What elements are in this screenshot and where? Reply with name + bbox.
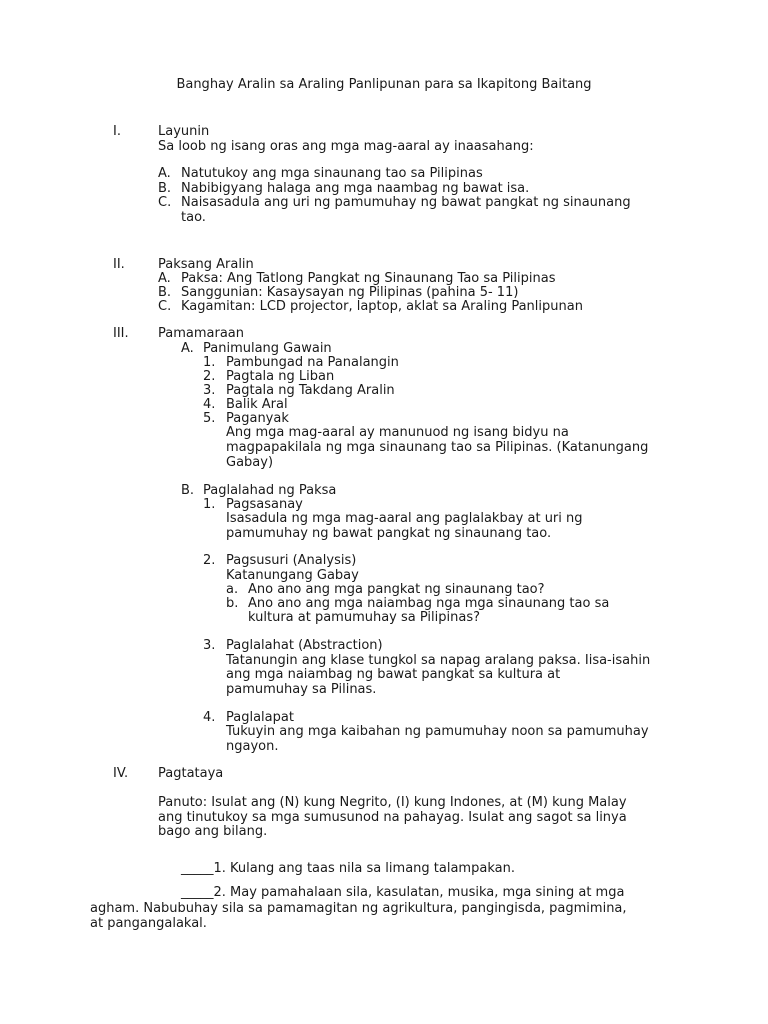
section-4-number: IV. (113, 766, 129, 781)
section-3-heading: Pamamaraan (158, 326, 244, 341)
paglalapat-title: Paglalapat (226, 710, 294, 725)
paglalahat-line-1: Tatanungin ang klase tungkol sa napag aralang paksa. Iisa-isahin (226, 653, 651, 668)
topic-b-text: Sanggunian: Kasaysayan ng Pilipinas (pahina 5- 11) (181, 285, 519, 300)
assessment-item-1: _____1. Kulang ang taas nila sa limang talampakan. (181, 861, 515, 876)
part-a-title: Panimulang Gawain (203, 341, 332, 356)
section-2-heading: Paksang Aralin (158, 257, 254, 272)
assessment-item-2: _____2. May pamahalaan sila, kasulatan, musika, mga sining at mga (181, 885, 625, 900)
objective-c-continuation: tao. (181, 210, 206, 225)
part-b-title: Paglalahad ng Paksa (203, 483, 337, 498)
section-1-number: I. (113, 124, 121, 139)
paglalahat-line-3: pamumuhay sa Pilinas. (226, 682, 377, 697)
paglalahat-number: 3. (203, 638, 216, 653)
paglalapat-line-1: Tukuyin ang mga kaibahan ng pamumuhay noon sa pamumuhay (226, 724, 649, 739)
objective-c-text: Naisasadula ang uri ng pamumuhay ng bawat pangkat ng sinaunang (181, 195, 631, 210)
section-1-heading: Layunin (158, 124, 210, 139)
step-1-number: 1. (203, 355, 216, 370)
paglalahat-line-2: ang mga naiambag ng bawat pangkat sa kultura at (226, 667, 561, 682)
pagsusuri-subtitle: Katanungang Gabay (226, 568, 359, 583)
paglalapat-line-2: ngayon. (226, 739, 279, 754)
objective-b-letter: B. (158, 181, 172, 196)
step-4-text: Balik Aral (226, 397, 288, 412)
pagsusuri-title: Pagsusuri (Analysis) (226, 553, 357, 568)
paganyak-line-1: Ang mga mag-aaral ay manunuod ng isang bidyu na (226, 425, 569, 440)
question-b-continuation: kultura at pamumuhay sa Pilipinas? (248, 610, 481, 625)
question-b-letter: b. (226, 596, 239, 611)
objective-a-text: Natutukoy ang mga sinaunang tao sa Pilipinas (181, 166, 483, 181)
part-a-letter: A. (181, 341, 194, 356)
step-1-text: Pambungad na Panalangin (226, 355, 399, 370)
question-a-text: Ano ano ang mga pangkat ng sinaunang tao? (248, 582, 545, 597)
step-5-number: 5. (203, 411, 216, 426)
pagsasanay-title: Pagsasanay (226, 497, 303, 512)
pagsasanay-number: 1. (203, 497, 216, 512)
objective-a-letter: A. (158, 166, 171, 181)
assessment-item-2-line-3: at pangangalakal. (90, 916, 207, 931)
panuto-line-1: Panuto: Isulat ang (N) kung Negrito, (I) kung Indones, at (M) kung Malay (158, 795, 627, 810)
step-3-number: 3. (203, 383, 216, 398)
topic-c-letter: C. (158, 299, 172, 314)
paganyak-line-3: Gabay) (226, 455, 274, 470)
step-2-number: 2. (203, 369, 216, 384)
paglalahat-title: Paglalahat (Abstraction) (226, 638, 383, 653)
pagsasanay-line-2: pamumuhay ng bawat pangkat ng sinaunang tao. (226, 526, 552, 541)
question-b-text: Ano ano ang mga naiambag nga mga sinaunang tao sa (248, 596, 610, 611)
section-3-number: III. (113, 326, 129, 341)
assessment-item-2-line-2: agham. Nabubuhay sila sa pamamagitan ng agrikultura, pangingisda, pagmimina, (90, 901, 627, 916)
panuto-line-3: bago ang bilang. (158, 824, 268, 839)
section-2-number: II. (113, 257, 125, 272)
objective-b-text: Nabibigyang halaga ang mga naambag ng bawat isa. (181, 181, 530, 196)
topic-b-letter: B. (158, 285, 172, 300)
pagsusuri-number: 2. (203, 553, 216, 568)
pagsasanay-line-1: Isasadula ng mga mag-aaral ang paglalakbay at uri ng (226, 511, 583, 526)
topic-c-text: Kagamitan: LCD projector, laptop, aklat sa Araling Panlipunan (181, 299, 583, 314)
panuto-line-2: ang tinutukoy sa mga sumusunod na pahayag. Isulat ang sagot sa linya (158, 810, 627, 825)
step-4-number: 4. (203, 397, 216, 412)
paglalapat-number: 4. (203, 710, 216, 725)
paganyak-line-2: magpapakilala ng mga sinaunang tao sa Pilipinas. (Katanungang (226, 440, 649, 455)
step-5-text: Paganyak (226, 411, 289, 426)
topic-a-letter: A. (158, 271, 171, 286)
objective-c-letter: C. (158, 195, 172, 210)
question-a-letter: a. (226, 582, 239, 597)
document-title: Banghay Aralin sa Araling Panlipunan para sa Ikapitong Baitang (176, 77, 592, 92)
topic-a-text: Paksa: Ang Tatlong Pangkat ng Sinaunang Tao sa Pilipinas (181, 271, 556, 286)
step-2-text: Pagtala ng Liban (226, 369, 335, 384)
step-3-text: Pagtala ng Takdang Aralin (226, 383, 395, 398)
section-1-intro: Sa loob ng isang oras ang mga mag-aaral ay inaasahang: (158, 139, 534, 154)
section-4-heading: Pagtataya (158, 766, 224, 781)
part-b-letter: B. (181, 483, 195, 498)
